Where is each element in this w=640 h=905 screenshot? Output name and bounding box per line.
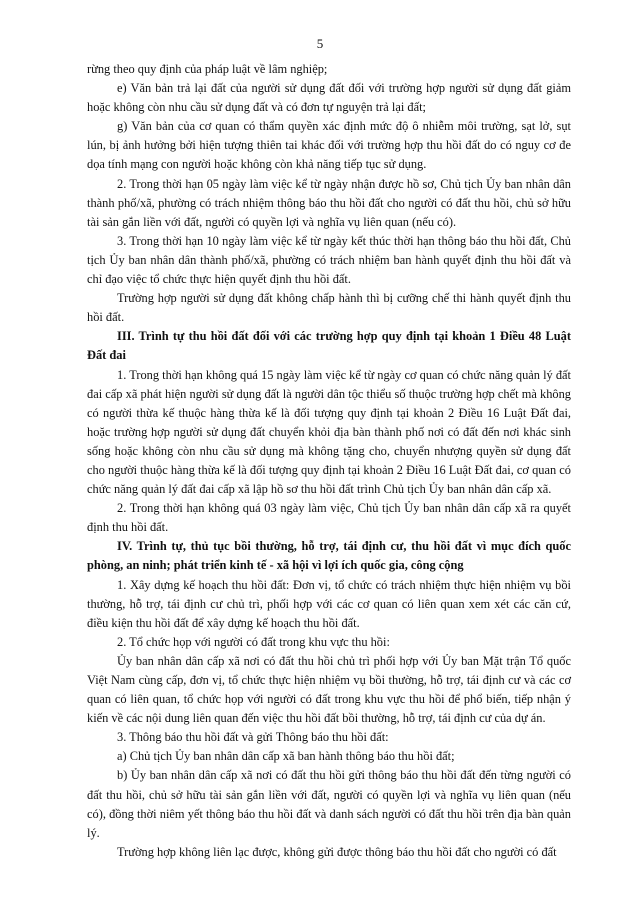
paragraph: Trường hợp không liên lạc được, không gửi được thông báo thu hồi đất cho người có đất: [117, 844, 557, 859]
paragraph: 3. Thông báo thu hồi đất và gửi Thông báo thu hồi đất:: [117, 730, 389, 745]
paragraph: 2. Trong thời hạn 05 ngày làm việc kể từ ngày nhận được hồ sơ, Chủ tịch Ủy ban nhân dân thành phố/xã, phường có trách nhiệm thông báo thu hồi đất cho người có đất thu hồi, chủ sở hữu tài sản gắn liền với đất, người có quyền lợi và nghĩa vụ liên quan (nếu có).: [87, 176, 571, 229]
paragraph: e) Văn bản trả lại đất của người sử dụng đất đối với trường hợp người sử dụng đất giảm hoặc không còn nhu cầu sử dụng đất và có đơn tự nguyện trả lại đất;: [87, 81, 571, 115]
paragraph: rừng theo quy định của pháp luật về lâm nghiệp;: [87, 62, 328, 76]
page-number: 5: [316, 36, 324, 51]
section-heading: IV. Trình tự, thủ tục bồi thường, hỗ trợ, tái định cư, thu hồi đất vì mục đích quốc phòng, an ninh; phát triển kinh tế - xã hội vì lợi ích quốc gia, công cộng: [87, 539, 571, 573]
paragraph: a) Chủ tịch Ủy ban nhân dân cấp xã ban hành thông báo thu hồi đất;: [117, 749, 455, 764]
paragraph: 3. Trong thời hạn 10 ngày làm việc kể từ ngày kết thúc thời hạn thông báo thu hồi đất, Chủ tịch Ủy ban nhân dân thành phố/xã, phường có trách nhiệm ban hành quyết định thu hồi đất và chỉ đạo việc tổ chức thực hiện quyết định thu hồi đất.: [87, 233, 571, 287]
document-body: [87, 60, 571, 862]
section-heading: III. Trình tự thu hồi đất đối với các trường hợp quy định tại khoản 1 Điều 48 Luật Đất đai: [87, 329, 571, 363]
paragraph: b) Ủy ban nhân dân cấp xã nơi có đất thu hồi gửi thông báo thu hồi đất đến từng người có đất thu hồi, chủ sở hữu tài sản gắn liền với đất, người có quyền lợi và nghĩa vụ liên quan (nếu có), đồng thời niêm yết thông báo thu hồi đất và danh sách người có đất thu hồi trên địa bàn quản lý.: [87, 768, 571, 840]
paragraph: 1. Xây dựng kế hoạch thu hồi đất: Đơn vị, tổ chức có trách nhiệm thực hiện nhiệm vụ bồi thường, hỗ trợ, tái định cư chủ trì, phối hợp với các cơ quan có liên quan xem xét các căn cứ, điều kiện thu hồi đất để xây dựng kế hoạch thu hồi đất.: [87, 577, 571, 630]
paragraph: 1. Trong thời hạn không quá 15 ngày làm việc kể từ ngày cơ quan có chức năng quản lý đất đai cấp xã phát hiện người sử dụng đất là người dân tộc thiểu số thuộc trường hợp chết mà không có người thừa kế thuộc hàng thừa kế là đối tượng quy định tại khoản 2 Điều 16 Luật Đất đai, hoặc trường hợp người sử dụng đất chuyển khỏi địa bàn thành phố nơi có đất đến nơi khác sinh sống hoặc không còn nhu cầu sử dụng mà không tặng cho, chuyển nhượng quyền sử dụng đất cho người thuộc hàng thừa kế là đối tượng quy định tại khoản 2 Điều 16 Luật Đất đai, cơ quan có chức năng quản lý đất đai cấp xã lập hồ sơ thu hồi đất trình Chủ tịch Ủy ban nhân dân cấp xã.: [87, 367, 571, 497]
paragraph: 2. Trong thời hạn không quá 03 ngày làm việc, Chủ tịch Ủy ban nhân dân cấp xã ra quyết định thu hồi đất.: [87, 501, 571, 535]
paragraph: 2. Tổ chức họp với người có đất trong khu vực thu hồi:: [117, 634, 390, 649]
paragraph: Trường hợp người sử dụng đất không chấp hành thì bị cưỡng chế thi hành quyết định thu hồi đất.: [87, 291, 571, 325]
paragraph: Ủy ban nhân dân cấp xã nơi có đất thu hồi chủ trì phối hợp với Ủy ban Mặt trận Tổ quốc Việt Nam cùng cấp, đơn vị, tổ chức thực hiện nhiệm vụ bồi thường, hỗ trợ, tái định cư và các cơ quan có liên quan, tổ chức họp với người có đất trong khu vực thu hồi để phổ biến, tiếp nhận ý kiến về các nội dung liên quan đến việc thu hồi đất bồi thường, hỗ trợ, tái định cư của dự án.: [87, 653, 571, 726]
paragraph: g) Văn bản của cơ quan có thẩm quyền xác định mức độ ô nhiễm môi trường, sạt lở, sụt lún, bị ảnh hưởng bởi hiện tượng thiên tai khác đối với trường hợp thu hồi đất do có nguy cơ đe dọa tính mạng con người hoặc không còn khả năng tiếp tục sử dụng.: [87, 119, 571, 172]
